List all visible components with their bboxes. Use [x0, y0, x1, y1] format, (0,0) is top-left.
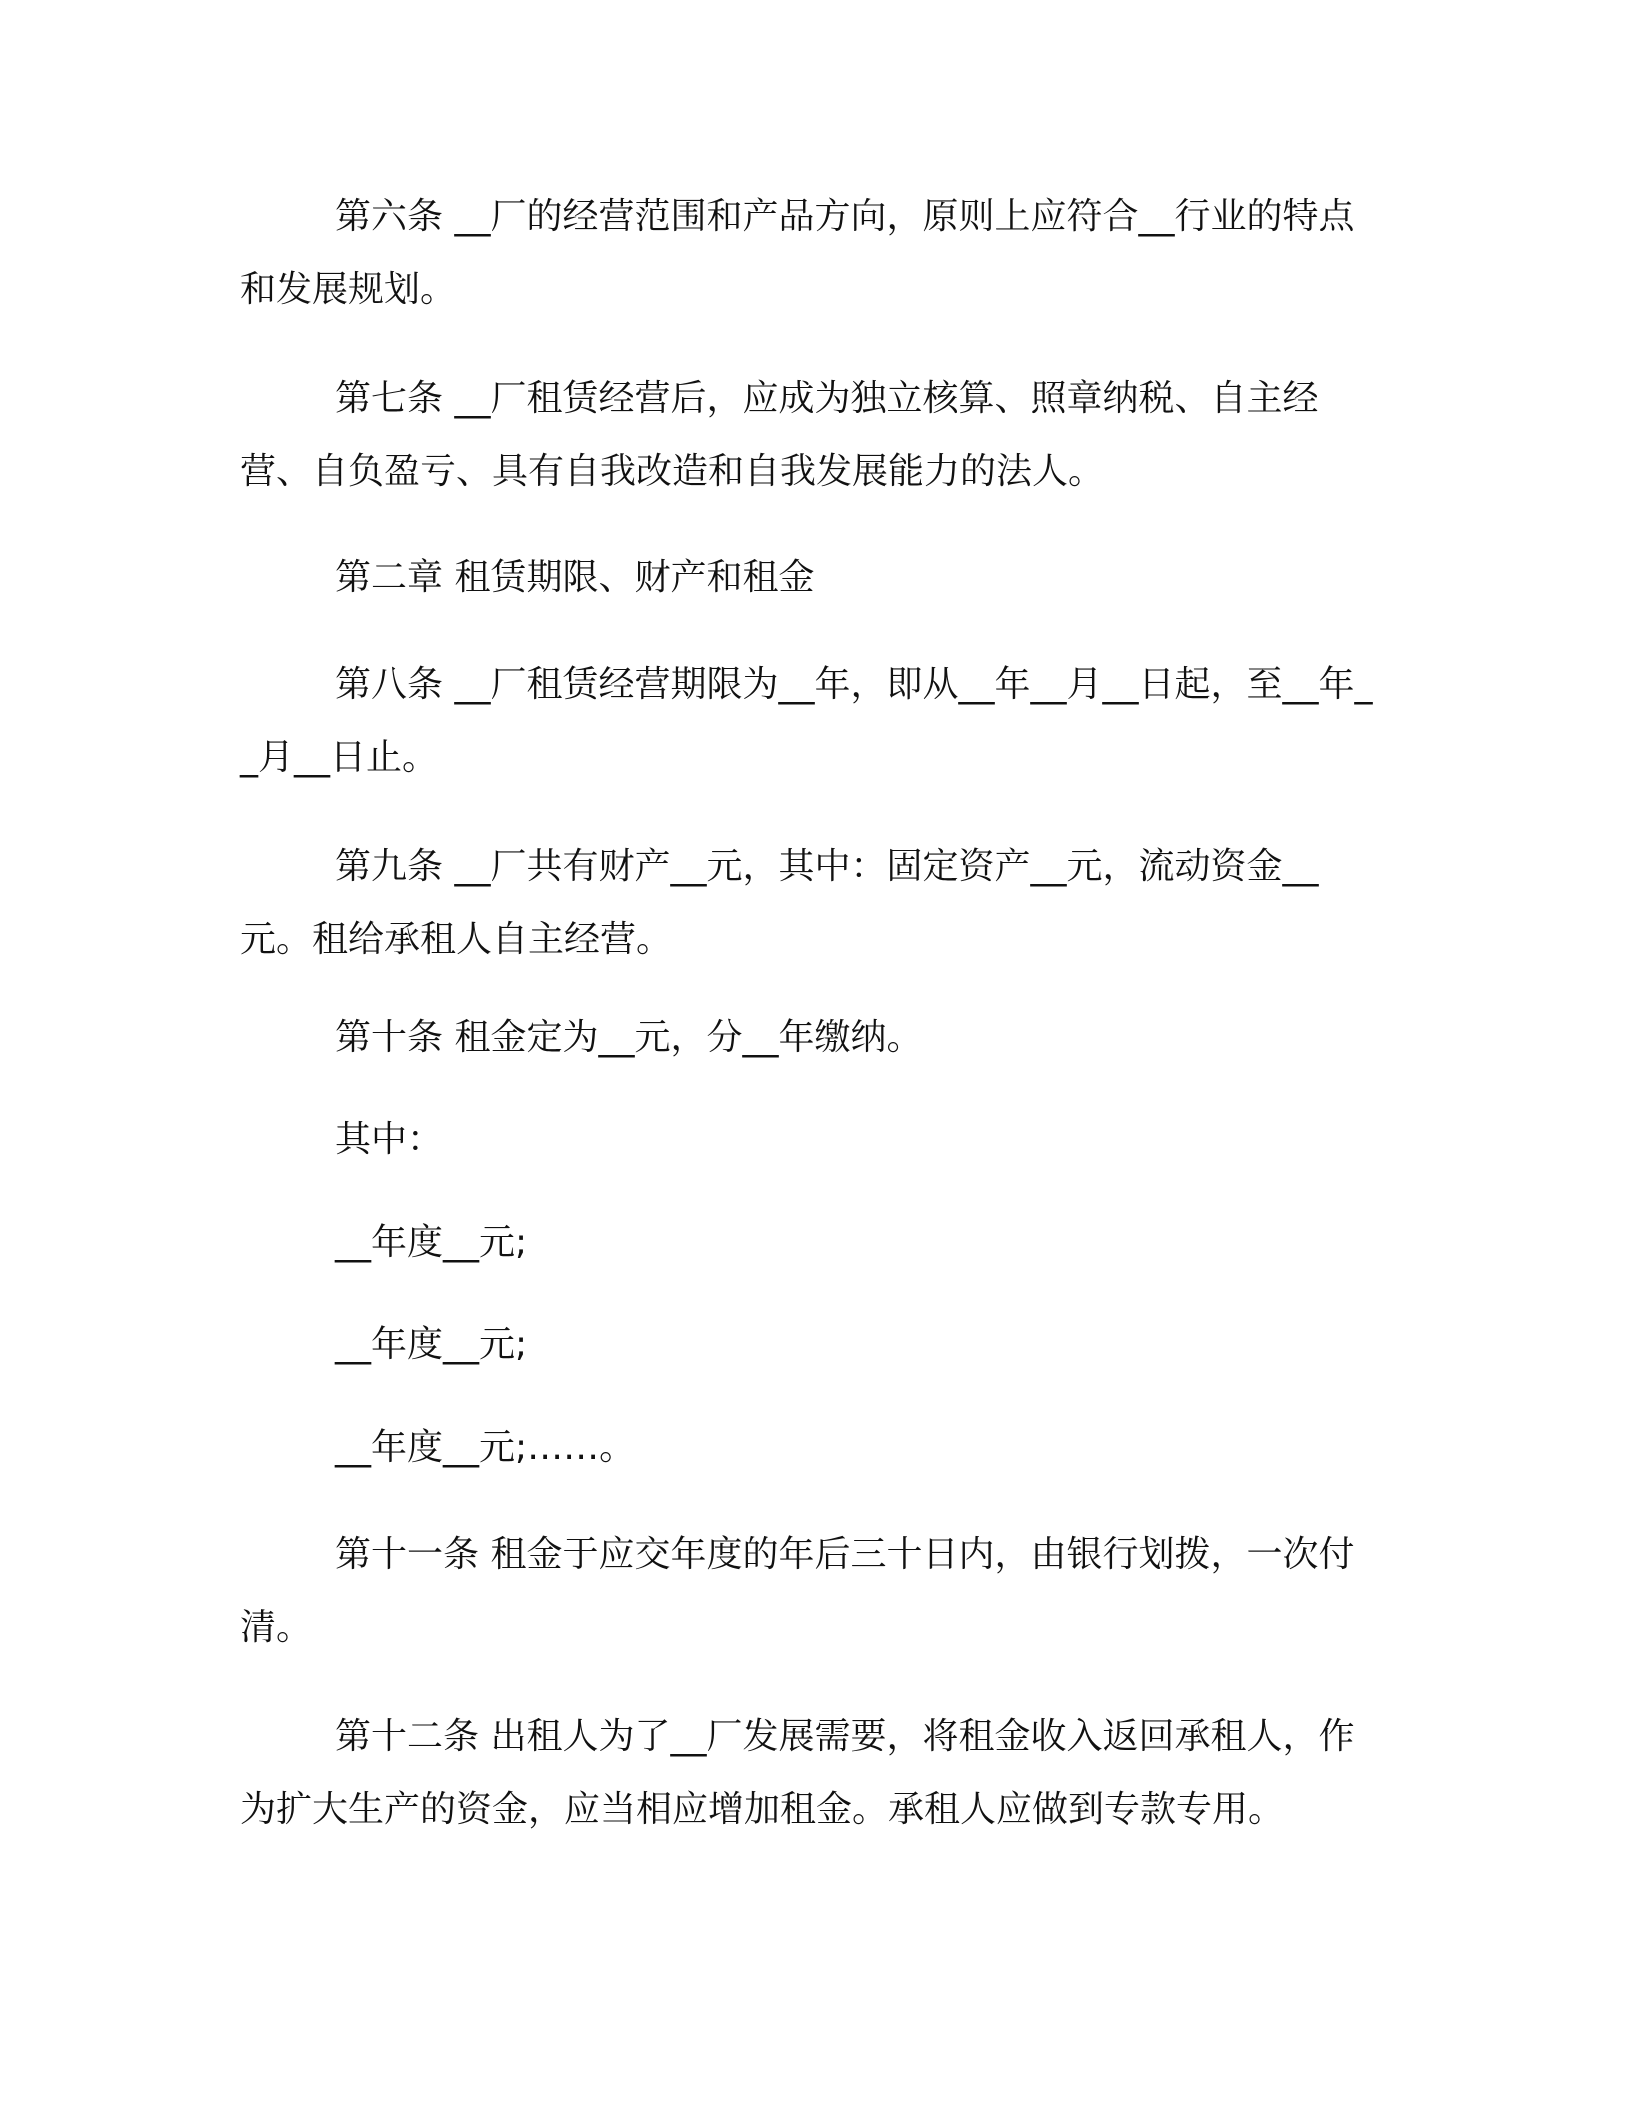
- article-6: 第六条 __厂的经营范围和产品方向，原则上应符合__行业的特点和发展规划。: [240, 196, 1355, 310]
- article-8: 第八条 __厂租赁经营期限为__年，即从__年__月__日起，至__年__月__日止。: [240, 664, 1373, 778]
- article-10: 第十条 租金定为__元，分__年缴纳。: [335, 1017, 923, 1058]
- article-11: 第十一条 租金于应交年度的年后三十日内，由银行划拨，一次付清。: [240, 1534, 1355, 1648]
- article-12: 第十二条 出租人为了__厂发展需要，将租金收入返回承租人，作为扩大生产的资金，应当相应增加租金。承租人应做到专款专用。: [240, 1716, 1355, 1830]
- breakdown-intro: 其中：: [335, 1119, 444, 1160]
- article-9: 第九条 __厂共有财产__元，其中：固定资产__元，流动资金__元。租给承租人自主经营。: [240, 846, 1319, 960]
- year-item-1: __年度__元;: [335, 1222, 528, 1263]
- year-item-2: __年度__元;: [335, 1324, 528, 1365]
- article-7: 第七条 __厂租赁经营后，应成为独立核算、照章纳税、自主经营、自负盈亏、具有自我改造和自我发展能力的法人。: [240, 378, 1319, 492]
- year-item-3: __年度__元;……。: [335, 1427, 636, 1468]
- chapter-2-heading: 第二章 租赁期限、财产和租金: [335, 557, 815, 598]
